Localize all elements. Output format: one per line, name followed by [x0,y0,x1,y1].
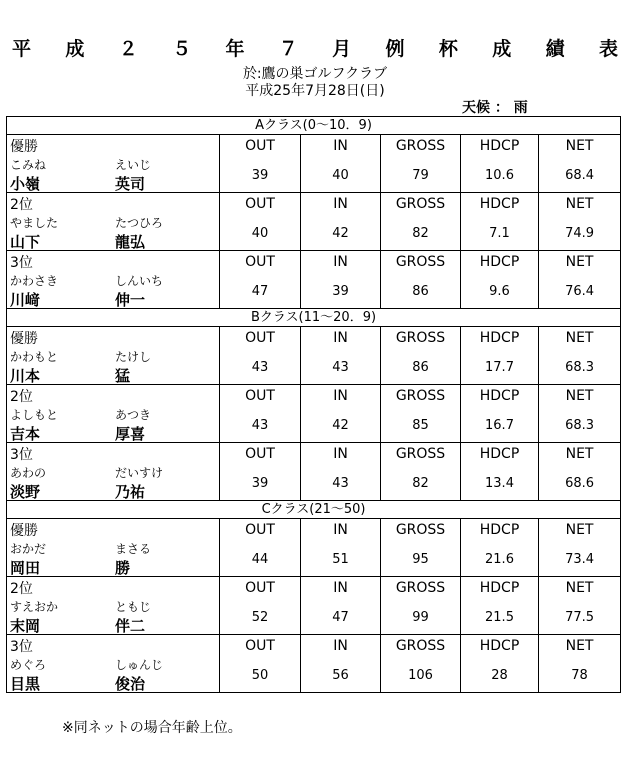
player-row [7,327,621,385]
gross-value: 99 [412,610,429,625]
player-rank: 2位 [10,389,33,405]
title-char: 表 [598,38,618,60]
player-name-cell [7,519,220,577]
page-title [12,34,618,61]
in-cell [301,193,381,251]
title-char: 例 [385,38,405,60]
out-cell [220,193,301,251]
out-value: 43 [251,418,269,433]
player-given-name: 乃祐 [115,483,146,501]
gross-value: 82 [412,476,429,491]
hdcp-cell [461,385,539,443]
out-cell [220,135,301,193]
in-value: 47 [332,610,349,625]
player-kana-given: まさる [115,542,152,556]
title-char: 月 [332,38,352,60]
player-row [7,519,621,577]
net-cell [539,443,621,501]
player-rank: 3位 [10,447,33,463]
out-cell [220,327,301,385]
gross-header: GROSS [395,388,446,404]
footnote: ※同ネットの場合年齢上位。 [62,720,242,736]
hdcp-value: 21.6 [485,552,514,567]
hdcp-cell [461,443,539,501]
player-family-name: 岡田 [10,559,41,577]
in-value: 56 [332,668,349,683]
out-value: 43 [251,360,269,375]
title-char: 杯 [438,38,458,60]
player-family-name: 川﨑 [10,291,41,309]
title-char: 年 [225,38,245,60]
net-cell [539,251,621,309]
hdcp-value: 10.6 [485,168,514,183]
in-cell [301,577,381,635]
net-value: 68.6 [565,476,595,491]
net-header: NET [565,446,594,462]
net-header: NET [565,638,594,654]
in-cell [301,327,381,385]
gross-value: 82 [412,226,429,241]
hdcp-header: HDCP [479,388,520,404]
player-row [7,193,621,251]
gross-header: GROSS [395,522,446,538]
gross-cell [381,519,461,577]
player-kana-family: こみね [10,158,47,172]
player-name-cell [7,635,220,693]
net-value: 68.3 [565,418,595,433]
player-rank: 3位 [10,639,33,655]
out-cell [220,251,301,309]
player-kana-given: あつき [115,408,152,422]
player-family-name: 目黒 [10,675,41,693]
player-kana-given: たつひろ [115,216,164,230]
in-header: IN [333,522,348,538]
weather-text: 天候 ： 雨 [462,100,528,116]
in-header: IN [333,580,348,596]
player-row [7,251,621,309]
player-kana-given: だいすけ [115,466,164,480]
in-value: 43 [332,476,349,491]
player-name-cell [7,327,220,385]
out-value: 50 [251,668,269,683]
net-value: 73.4 [565,552,595,567]
player-kana-family: やました [10,216,59,230]
out-cell [220,519,301,577]
player-given-name: 英司 [115,175,146,193]
player-family-name: 小嶺 [10,175,41,193]
in-cell [301,635,381,693]
gross-header: GROSS [395,254,446,270]
out-cell [220,385,301,443]
hdcp-header: HDCP [479,638,520,654]
in-value: 51 [332,552,349,567]
out-value: 39 [251,476,269,491]
player-name-cell [7,443,220,501]
player-kana-family: かわもと [10,350,59,364]
hdcp-cell [461,135,539,193]
gross-cell [381,327,461,385]
out-header: OUT [245,522,275,538]
player-name-cell [7,577,220,635]
in-header: IN [333,638,348,654]
net-cell [539,193,621,251]
net-header: NET [565,196,594,212]
results-table [6,116,621,693]
player-row [7,577,621,635]
hdcp-header: HDCP [479,446,520,462]
player-name-cell [7,193,220,251]
gross-header: GROSS [395,446,446,462]
title-char: 平 [12,38,32,60]
hdcp-cell [461,193,539,251]
title-char: 成 [65,38,85,60]
gross-cell [381,251,461,309]
hdcp-header: HDCP [479,254,520,270]
net-cell [539,327,621,385]
player-name-cell [7,135,220,193]
player-given-name: 勝 [115,559,131,577]
player-family-name: 淡野 [10,483,41,501]
in-cell [301,443,381,501]
net-header: NET [565,254,594,270]
player-name-cell [7,385,220,443]
class-header-row [7,309,621,327]
class-label: Bクラス(11～20．9) [7,309,621,327]
gross-cell [381,193,461,251]
hdcp-value: 21.5 [485,610,514,625]
gross-value: 106 [408,668,433,683]
player-kana-given: えいじ [115,158,152,172]
player-rank: 3位 [10,255,33,271]
player-family-name: 吉本 [10,425,41,443]
hdcp-header: HDCP [479,330,520,346]
net-header: NET [565,388,594,404]
player-family-name: 川本 [10,367,41,385]
out-cell [220,635,301,693]
gross-header: GROSS [395,330,446,346]
player-given-name: 厚喜 [115,425,146,443]
in-cell [301,251,381,309]
net-value: 76.4 [565,284,595,299]
class-label: Aクラス(0～10．9) [7,117,621,135]
title-char: 績 [545,38,565,60]
hdcp-cell [461,519,539,577]
player-rank: 優勝 [10,331,38,347]
in-value: 39 [332,284,349,299]
net-header: NET [565,138,594,154]
out-value: 44 [251,552,269,567]
player-name-cell [7,251,220,309]
venue-text: 於:鷹の巣ゴルフクラブ [242,66,388,82]
out-header: OUT [245,138,275,154]
player-kana-given: しんいち [115,274,164,288]
player-kana-family: すえおか [10,600,59,614]
in-header: IN [333,254,348,270]
gross-header: GROSS [395,638,446,654]
in-cell [301,519,381,577]
net-cell [539,635,621,693]
in-value: 40 [332,168,349,183]
hdcp-value: 7.1 [489,226,510,241]
hdcp-cell [461,635,539,693]
player-given-name: 伸一 [115,291,146,309]
net-value: 74.9 [565,226,595,241]
out-cell [220,577,301,635]
gross-cell [381,385,461,443]
hdcp-value: 17.7 [485,360,514,375]
player-row [7,135,621,193]
net-cell [539,577,621,635]
gross-header: GROSS [395,580,446,596]
gross-value: 86 [412,360,429,375]
in-header: IN [333,196,348,212]
player-given-name: 俊治 [115,675,146,693]
hdcp-header: HDCP [479,138,520,154]
in-header: IN [333,388,348,404]
net-value: 78 [571,668,588,683]
player-given-name: 猛 [115,367,131,385]
net-cell [539,385,621,443]
player-row [7,635,621,693]
player-kana-family: おかだ [10,542,47,556]
in-header: IN [333,446,348,462]
out-cell [220,443,301,501]
hdcp-value: 28 [491,668,508,683]
player-kana-family: あわの [10,466,47,480]
title-char: 成 [492,38,512,60]
net-value: 77.5 [565,610,595,625]
in-value: 42 [332,226,349,241]
gross-value: 95 [412,552,429,567]
net-cell [539,519,621,577]
player-kana-family: めぐろ [10,658,47,672]
in-cell [301,135,381,193]
net-value: 68.4 [565,168,595,183]
player-given-name: 龍弘 [115,233,146,251]
in-value: 42 [332,418,349,433]
net-header: NET [565,330,594,346]
in-cell [301,385,381,443]
out-header: OUT [245,196,275,212]
in-header: IN [333,330,348,346]
hdcp-cell [461,327,539,385]
net-value: 68.3 [565,360,595,375]
hdcp-cell [461,577,539,635]
hdcp-value: 13.4 [485,476,514,491]
out-header: OUT [245,254,275,270]
player-rank: 2位 [10,197,33,213]
player-kana-family: かわさき [10,274,59,288]
player-row [7,443,621,501]
hdcp-header: HDCP [479,196,520,212]
gross-cell [381,577,461,635]
net-cell [539,135,621,193]
out-header: OUT [245,446,275,462]
player-rank: 優勝 [10,139,38,155]
gross-cell [381,443,461,501]
gross-cell [381,135,461,193]
hdcp-cell [461,251,539,309]
gross-header: GROSS [395,138,446,154]
in-header: IN [333,138,348,154]
player-kana-family: よしもと [10,408,59,422]
out-value: 47 [251,284,269,299]
hdcp-value: 9.6 [489,284,510,299]
out-header: OUT [245,330,275,346]
player-kana-given: しゅんじ [115,658,164,672]
title-char: ７ [278,38,298,60]
player-rank: 優勝 [10,523,38,539]
out-value: 40 [251,226,269,241]
player-kana-given: たけし [115,350,152,364]
in-value: 43 [332,360,349,375]
player-given-name: 伴二 [115,617,146,635]
class-label: Cクラス(21～50) [7,501,621,519]
class-header-row [7,117,621,135]
hdcp-header: HDCP [479,522,520,538]
hdcp-header: HDCP [479,580,520,596]
net-header: NET [565,580,594,596]
player-row [7,385,621,443]
gross-value: 85 [412,418,429,433]
gross-value: 86 [412,284,429,299]
title-char: ２ [118,38,138,60]
out-value: 52 [251,610,269,625]
net-header: NET [565,522,594,538]
event-date: 平成25年7月28日(日) [245,83,385,99]
gross-cell [381,635,461,693]
out-header: OUT [245,580,275,596]
player-family-name: 末岡 [10,617,41,635]
out-value: 39 [251,168,269,183]
gross-header: GROSS [395,196,446,212]
player-rank: 2位 [10,581,33,597]
title-char: ５ [172,38,192,60]
class-header-row [7,501,621,519]
out-header: OUT [245,638,275,654]
player-family-name: 山下 [10,233,41,251]
hdcp-value: 16.7 [485,418,514,433]
gross-value: 79 [412,168,429,183]
out-header: OUT [245,388,275,404]
player-kana-given: ともじ [115,600,152,614]
